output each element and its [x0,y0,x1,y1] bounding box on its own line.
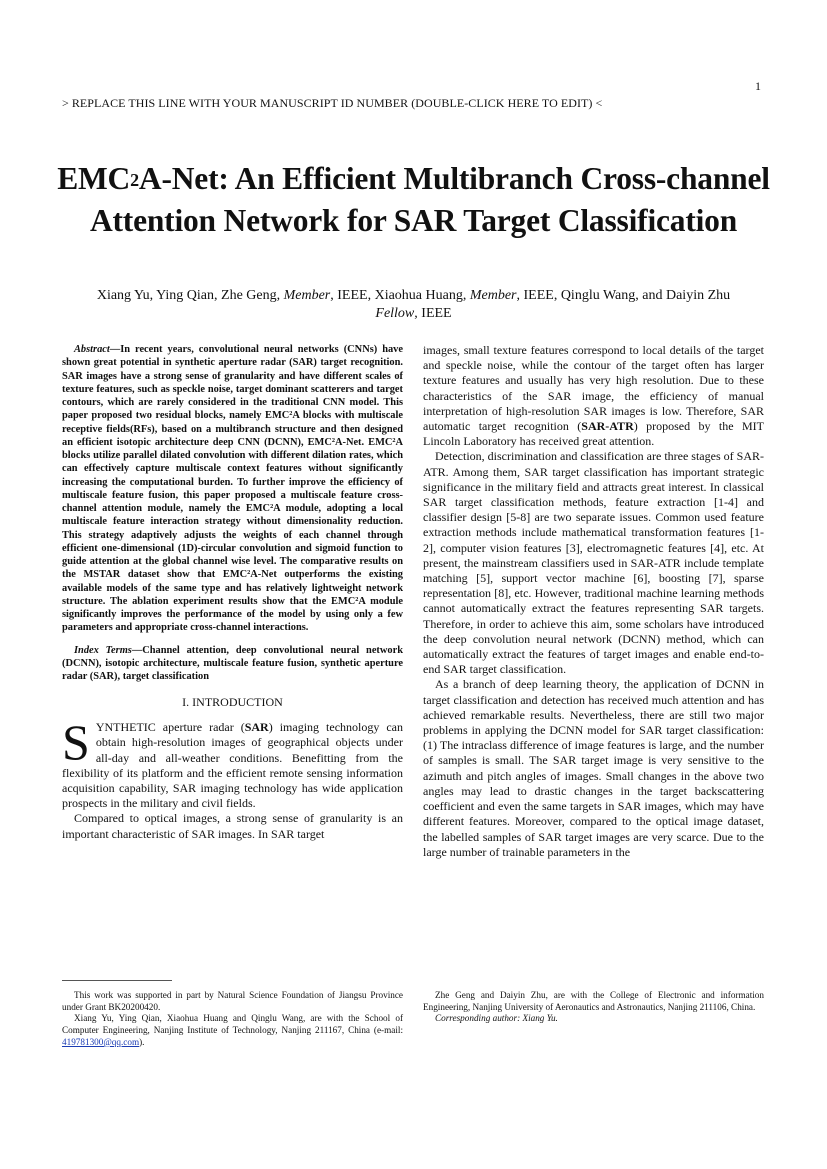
author-text-4: , IEEE [414,305,452,321]
right-paragraph-2: Detection, discrimination and classification are three stages of SAR-ATR. Among them, SAR target classification has important strategic significance in the military field and attracts great interest. In classical SAR target classification methods, feature extraction [1-4] and classifier design [5-8] are two separate issues. Common used feature extraction methods include mathematical transformation features [1-2], computer vision features [3], electromagnetic features [4], etc. At present, the mainstream classifiers used in SAR-ATR include template matching [5], support vector machine [6], boosting [7], sparse representation [8], etc. However, traditional machine learning methods cannot automatically extract the features representing SAR targets. Therefore, in order to achieve this aim, some scholars have introduced the deep convolution neural network (DCNN) method, which can automatically extract the features of target images and enable end-to-end SAR target classification. [423,449,764,677]
abstract [62,343,403,635]
title-part-1: EMC [57,161,131,196]
index-terms [62,644,403,684]
right-p1-text-c: ) proposed by the MIT Lincoln Laboratory has received great attention. [423,419,764,449]
author-text-2: , IEEE, Xiaohua Huang, [330,288,470,303]
intro-p1-text-a: YNTHETIC aperture radar ( [95,720,245,735]
drop-cap: S [62,714,90,771]
manuscript-id-header[interactable]: > REPLACE THIS LINE WITH YOUR MANUSCRIPT ID NUMBER (DOUBLE-CLICK HERE TO EDIT) < [62,96,603,110]
footnote-affiliation-2: Zhe Geng and Daiyin Zhu, are with the College of Electronic and information Engineering, Nanjing University of Aeronautics and Astronautics, Nanjing 211106, China. [423,990,764,1012]
footnote-affiliation-1-text: Xiang Yu, Ying Qian, Xiaohua Huang and Qinglu Wang, are with the School of Computer Engineering, Nanjing Institute of Technology, Nanjing 211167, China (e-mail: [62,1013,403,1036]
abstract-label: Abstract [74,344,110,355]
intro-p1-text-c: ) imaging technology can obtain high-resolution images of geographical objects under all-day and all-weather conditions. Benefitting from the flexibility of its platform and the efficient remote sensing information acquisition capability, SAR imaging technology has wide application prospects in the military and civil fields. [62,720,404,811]
footnote-affiliation-1 [62,1013,403,1048]
section-heading: I. INTRODUCTION [182,695,283,710]
author-membership-3: Fellow [375,305,415,321]
intro-p1-bold: SAR [244,720,269,735]
right-p1-text-a: images, small texture features correspond to local details of the target and speckle noise, while the contour of the target often has larger texture features and usually has very high resolution. Due to these characteristics of the SAR image, the efficiency of manual interpretation of high-resolution SAR images is low. Therefore, SAR automatic target recognition ( [423,343,764,434]
intro-paragraph-1 [62,714,404,811]
footnote-rule [62,980,172,981]
right-column [423,343,764,860]
title-part-2: A-Net: An Efficient Multibranch Cross-channel Attention Network for SAR Target Classification [89,161,770,238]
paper-title [40,160,787,240]
abstract-text: —In recent years, convolutional neural networks (CNNs) have shown great potential in synthetic aperture radar (SAR) target recognition. SAR images have a strong sense of granularity and have different scales of texture features, such as speckle noise, target dominant scatterers and target contours, which are rarely considered in the traditional CNN model. This paper proposed two residual blocks, namely EMC²A blocks with multiscale receptive fields(RFs), based on a multibranch structure and then designed an efficient isotopic architecture deep CNN (DCNN), EMC²A-Net. EMC²A blocks utilize parallel dilated convolution with different dilation rates, which can effectively capture multiscale context features without significantly increasing the computational burden. To further improve the efficiency of multiscale feature fusion, this paper proposed a multiscale feature cross-channel attention module, namely the EMC²A module, adopting a local multiscale feature interaction strategy without dimensionality reduction. This strategy adaptively adjusts the weights of each channel through efficient one-dimensional (1D)-circular convolution and sigmoid function to guide attention at the global channel wise level. The comparative results on the MSTAR dataset show that EMC²A-Net outperforms the existing available models of the same type and has relatively lightweight network structure. The ablation experiment results show that the EMC²A module significantly improves the performance of the model by using only a few parameters and appropriate cross-channel interactions. [62,344,403,634]
footnote-affiliation-1-end: ). [139,1036,145,1047]
index-terms-text: —Channel attention, deep convolutional neural network (DCNN), isotopic architecture, multiscale feature fusion, synthetic aperture radar (SAR), target classification [62,644,403,682]
left-column [62,343,403,842]
page-number: 1 [755,79,761,93]
right-p1-bold: SAR-ATR [581,419,634,434]
author-membership-1: Member [283,288,331,303]
footnote-corresponding-author: Corresponding author: Xiang Yu. [435,1013,558,1024]
author-text-3: , IEEE, Qinglu Wang, and Daiyin Zhu [516,288,731,303]
author-text-1: Xiang Yu, Ying Qian, Zhe Geng, [96,288,284,303]
index-terms-label: Index Terms [74,644,132,656]
intro-paragraph-2: Compared to optical images, a strong sense of granularity is an important characteristic of SAR images. In SAR target [62,811,403,841]
author-membership-2: Member [469,288,517,303]
author-list [40,287,787,322]
footnotes-right [423,990,764,1025]
footnote-funding: This work was supported in part by Natural Science Foundation of Jiangsu Province under Grant BK20200420. [62,990,403,1012]
footnotes-left [62,990,403,1049]
email-link[interactable]: 419781300@qq.com [62,1036,140,1047]
title-superscript: 2 [130,170,139,190]
right-paragraph-1 [423,343,764,449]
right-paragraph-3: As a branch of deep learning theory, the application of DCNN in target classification and detection has received much attention and has achieved remarkable results. Nevertheless, there are still two major problems in applying the DCNN model for SAR target classification: (1) The intraclass difference of image features is large, and the number of samples is small. The SAR target image is very sensitive to the azimuth and pitch angles of images. Small changes in the above two angles may lead to drastic changes in the target backscattering coefficient and even the same targets in SAR images, which may have different features. Moreover, compared to the optical image dataset, the labelled samples of SAR target images are very scarce. Due to the large number of trainable parameters in the [423,677,764,859]
